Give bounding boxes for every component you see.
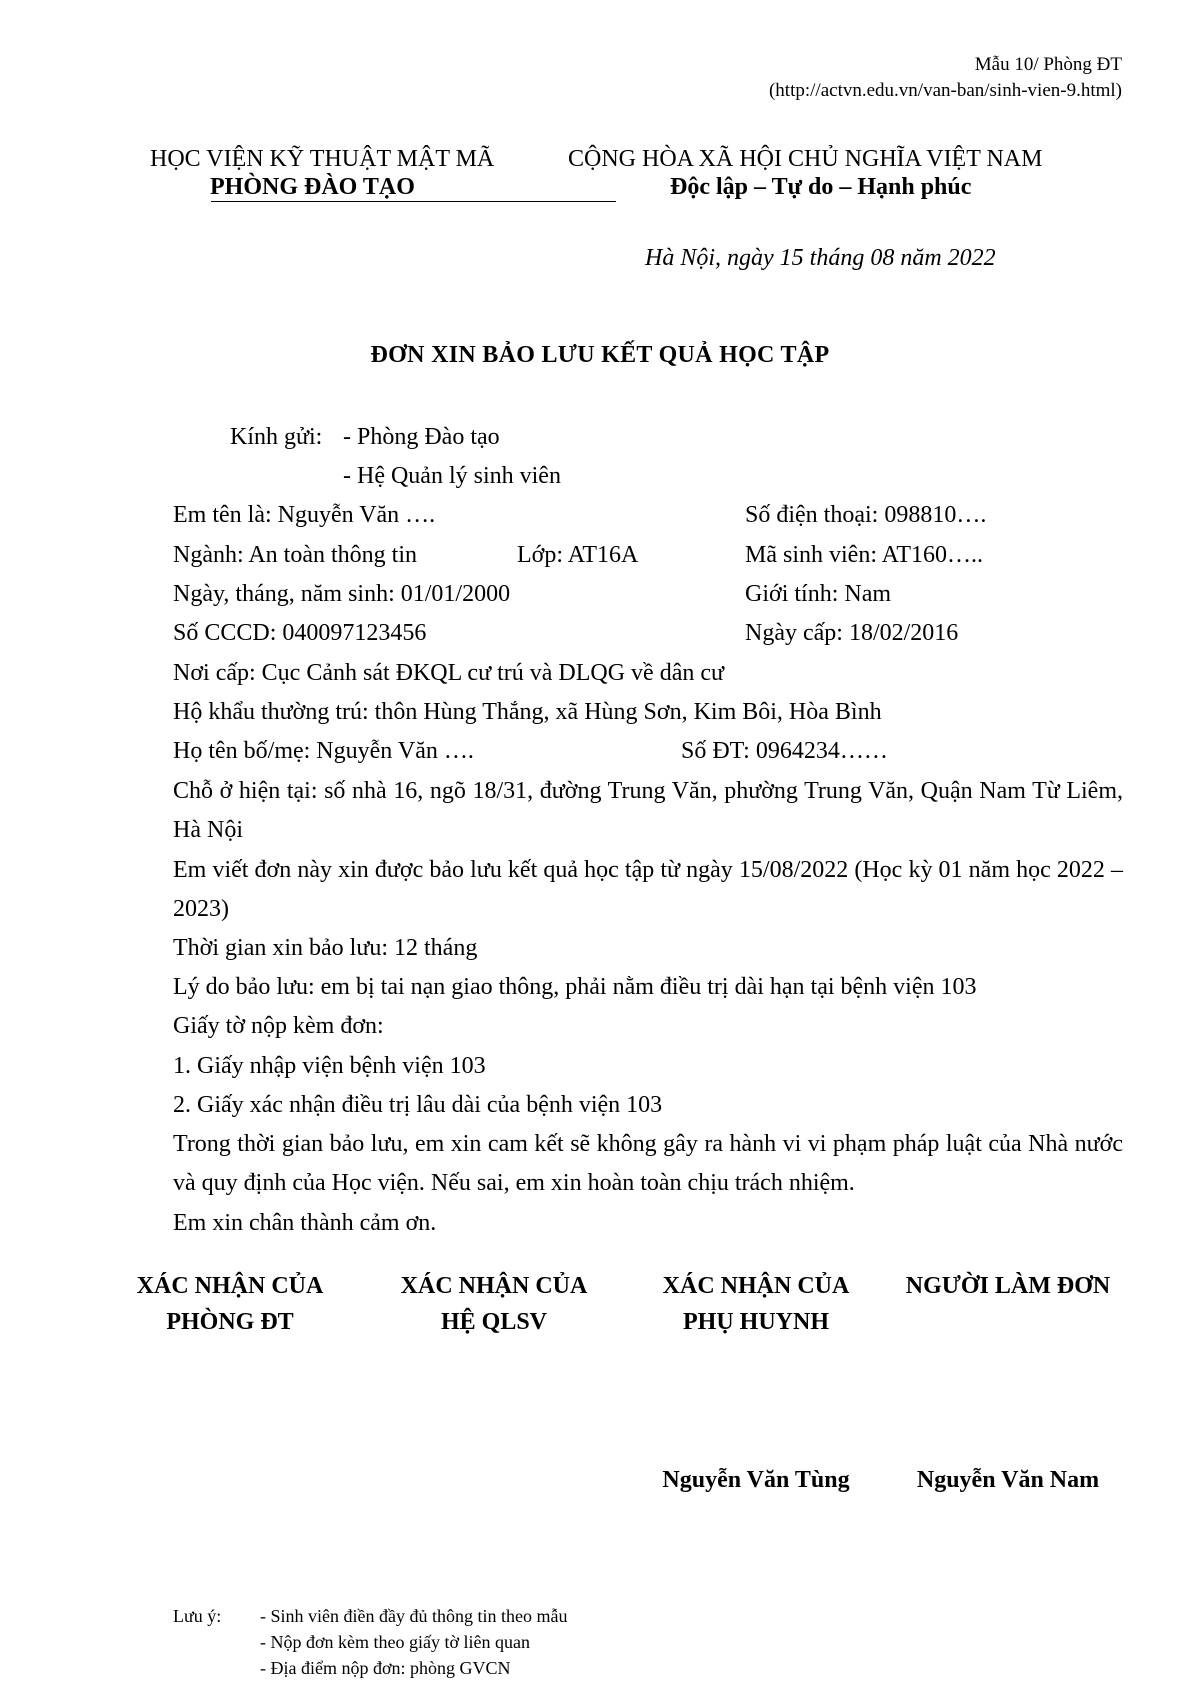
signature-block-applicant bbox=[888, 1268, 1128, 1304]
attachment-item: 1. Giấy nhập viện bệnh viện 103 bbox=[173, 1053, 486, 1079]
signature-heading: NGƯỜI LÀM ĐƠN bbox=[905, 1273, 1111, 1299]
signature-heading: HỆ QLSV bbox=[440, 1309, 548, 1335]
attachment-item: 2. Giấy xác nhận điều trị lâu dài của bệnh viện 103 bbox=[173, 1092, 663, 1118]
country-name: CỘNG HÒA XÃ HỘI CHỦ NGHĨA VIỆT NAM bbox=[568, 146, 1043, 172]
field-student-id: Mã sinh viên: AT160….. bbox=[745, 542, 983, 568]
signature-block-student-management bbox=[382, 1268, 606, 1340]
recipient-item: - Phòng Đào tạo bbox=[343, 424, 500, 450]
note-item: - Sinh viên điền đầy đủ thông tin theo mẫu bbox=[260, 1606, 568, 1626]
signature-heading: XÁC NHẬN CỦA bbox=[136, 1273, 324, 1299]
form-number: Mẫu 10/ Phòng ĐT bbox=[974, 54, 1122, 75]
recipient-label: Kính gửi: bbox=[230, 424, 323, 450]
request-paragraph: Em viết đơn này xin được bảo lưu kết quả học tập từ ngày 15/08/2022 (Học kỳ 01 năm học 2022 – 2023) bbox=[173, 857, 1123, 922]
applicant-signer-name: Nguyễn Văn Nam bbox=[916, 1467, 1100, 1493]
signature-block-training-office bbox=[118, 1268, 342, 1340]
field-parent-name: Họ tên bố/mẹ: Nguyễn Văn …. bbox=[173, 738, 474, 764]
org-name: HỌC VIỆN KỸ THUẬT MẬT MÃ bbox=[150, 146, 495, 172]
signature-heading: PHÒNG ĐT bbox=[166, 1309, 294, 1335]
note-item: - Nộp đơn kèm theo giấy tờ liên quan bbox=[260, 1632, 530, 1652]
field-id-card: Số CCCD: 040097123456 bbox=[173, 620, 427, 646]
notes-label: Lưu ý: bbox=[173, 1606, 222, 1626]
recipient-item: - Hệ Quản lý sinh viên bbox=[343, 463, 561, 489]
field-class: Lớp: AT16A bbox=[517, 542, 639, 568]
document-title: ĐƠN XIN BẢO LƯU KẾT QUẢ HỌC TẬP bbox=[370, 342, 830, 368]
note-item: - Địa điểm nộp đơn: phòng GVCN bbox=[260, 1658, 511, 1678]
attachments-label: Giấy tờ nộp kèm đơn: bbox=[173, 1013, 384, 1039]
commitment-paragraph: Trong thời gian bảo lưu, em xin cam kết sẽ không gây ra hành vi vi phạm pháp luật của Nhà nước và quy định của Học viện. Nếu sai, em xin hoàn toàn chịu trách nhiệm. bbox=[173, 1131, 1123, 1196]
field-issue-place: Nơi cấp: Cục Cảnh sát ĐKQL cư trú và DLQG về dân cư bbox=[173, 660, 725, 686]
dept-underline bbox=[211, 201, 616, 202]
signature-heading: XÁC NHẬN CỦA bbox=[662, 1273, 850, 1299]
field-residence: Hộ khẩu thường trú: thôn Hùng Thắng, xã Hùng Sơn, Kim Bôi, Hòa Bình bbox=[173, 699, 882, 725]
national-motto: Độc lập – Tự do – Hạnh phúc bbox=[670, 174, 972, 200]
field-dob: Ngày, tháng, năm sinh: 01/01/2000 bbox=[173, 581, 511, 607]
field-issue-date: Ngày cấp: 18/02/2016 bbox=[745, 620, 959, 646]
field-parent-phone: Số ĐT: 0964234…… bbox=[681, 738, 888, 764]
date-line: Hà Nội, ngày 15 tháng 08 năm 2022 bbox=[645, 245, 996, 271]
field-phone: Số điện thoại: 098810…. bbox=[745, 502, 987, 528]
form-url: (http://actvn.edu.vn/van-ban/sinh-vien-9.html) bbox=[768, 80, 1122, 101]
field-current-address: Chỗ ở hiện tại: số nhà 16, ngõ 18/31, đường Trung Văn, phường Trung Văn, Quận Nam Từ Liêm, Hà Nội bbox=[173, 778, 1123, 843]
signature-heading: XÁC NHẬN CỦA bbox=[400, 1273, 588, 1299]
parent-signer-name: Nguyễn Văn Tùng bbox=[662, 1467, 850, 1493]
duration-line: Thời gian xin bảo lưu: 12 tháng bbox=[173, 935, 478, 961]
thanks-line: Em xin chân thành cảm ơn. bbox=[173, 1210, 437, 1236]
field-name: Em tên là: Nguyễn Văn …. bbox=[173, 502, 436, 528]
signature-block-parent bbox=[644, 1268, 868, 1340]
field-gender: Giới tính: Nam bbox=[745, 581, 892, 607]
reason-line: Lý do bảo lưu: em bị tai nạn giao thông, phải nằm điều trị dài hạn tại bệnh viện 103 bbox=[173, 974, 977, 1000]
dept-name: PHÒNG ĐÀO TẠO bbox=[210, 174, 415, 200]
signature-heading: PHỤ HUYNH bbox=[683, 1309, 829, 1335]
field-major: Ngành: An toàn thông tin bbox=[173, 542, 417, 568]
